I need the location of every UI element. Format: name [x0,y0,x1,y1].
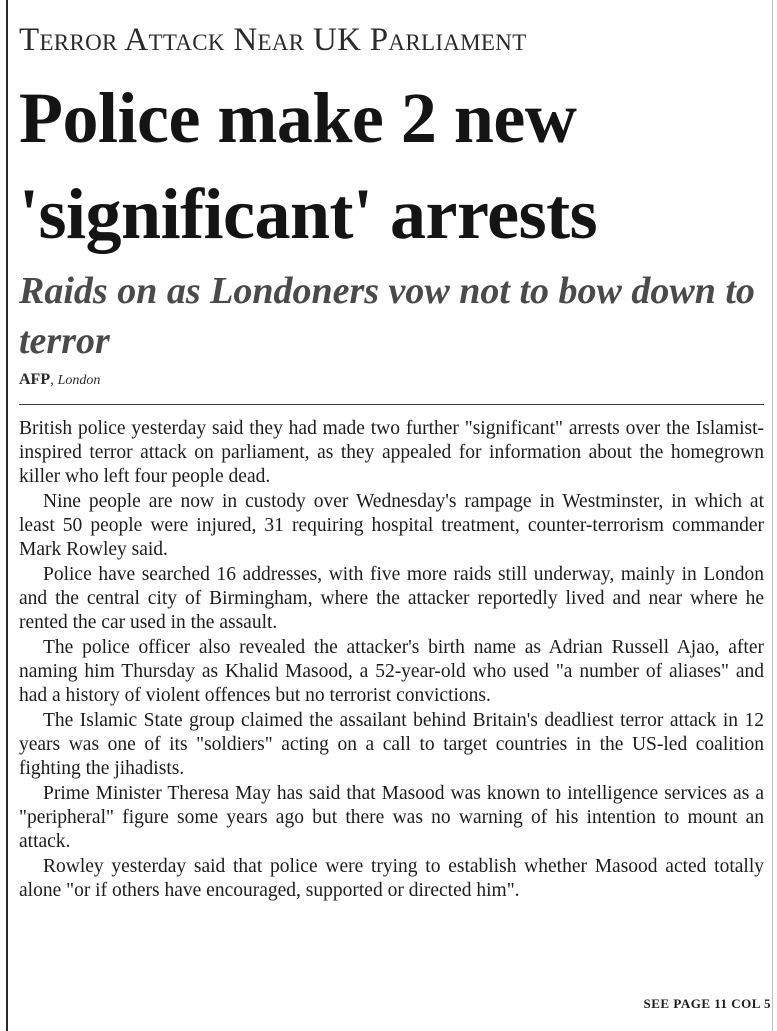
article-body [19,417,764,903]
column-rule-left [6,0,8,1031]
paragraph-4: The police officer also revealed the attacker's birth name as Adrian Russell Ajao, after naming him Thursday as Khalid Masood, a 52-year-old who used "a number of aliases" and had a history of violent offences but no terrorist convictions. [19,637,764,706]
paragraph-1: British police yesterday said they had made two further "significant" arrests over the Islamist-inspired terror attack on parliament, as they appealed for information about the homegrown killer who left four people dead. [19,418,764,487]
byline-divider [19,404,764,405]
paragraph-6: Prime Minister Theresa May has said that Masood was known to intelligence services as a "peripheral" figure some years ago but there was no warning of his intention to mount an attack. [19,783,764,852]
paragraph-2: Nine people are now in custody over Wednesday's rampage in Westminster, in which at least 50 people were injured, 31 requiring hospital treatment, counter-terrorism commander Mark Rowley said. [19,491,764,560]
column-rule-right [772,0,773,1031]
paragraph-3: Police have searched 16 addresses, with five more raids still underway, mainly in London and the central city of Birmingham, where the attacker reportedly lived and near where he rented the car used in the assault. [19,564,764,633]
continuation-jump: SEE PAGE 11 COL 5 [643,996,771,1011]
byline-agency: AFP [19,371,51,388]
subheadline: Raids on as Londoners vow not to bow down to terror [19,270,755,362]
byline [19,370,764,391]
byline-city: London [57,373,101,388]
headline: Police make 2 new 'significant' arrests [19,78,598,254]
kicker: Terror Attack Near UK Parliament [19,22,527,58]
byline-separator: , [50,372,58,388]
paragraph-5: The Islamic State group claimed the assailant behind Britain's deadliest terror attack in 12 years was one of its "soldiers" acting on a call to target countries in the US-led coalition fighting the jihadists. [19,710,764,779]
paragraph-7: Rowley yesterday said that police were trying to establish whether Masood acted totally alone "or if others have encouraged, supported or directed him". [19,856,764,901]
